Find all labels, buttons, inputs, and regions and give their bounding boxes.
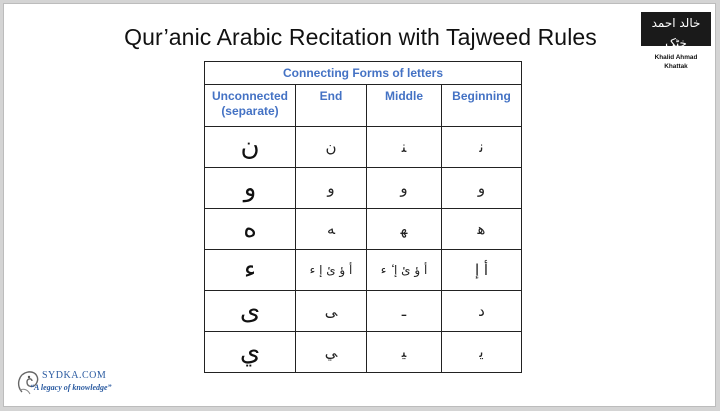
sydka-logo xyxy=(14,366,124,402)
header-end: End xyxy=(296,85,367,127)
cell-middle: ـ xyxy=(367,291,442,332)
cell-separate: ي xyxy=(205,332,296,373)
slide-title: Qur’anic Arabic Recitation with Tajweed Rules xyxy=(124,24,597,50)
table-row xyxy=(205,291,522,332)
brand-english-name: Khalid Ahmad Khattak xyxy=(643,53,709,71)
cell-middle: و xyxy=(367,168,442,209)
header-unconnected xyxy=(205,85,296,127)
cell-beginning: ﻳ xyxy=(442,332,522,373)
logo-tagline: “A legacy of knowledge” xyxy=(30,383,112,392)
cell-beginning: و xyxy=(442,168,522,209)
cell-end: ﻰ xyxy=(296,291,367,332)
connecting-forms-table xyxy=(204,61,522,373)
slide xyxy=(3,3,716,407)
header-middle: Middle xyxy=(367,85,442,127)
cell-beginning: ﻫ xyxy=(442,209,522,250)
cell-beginning: ﻧ xyxy=(442,127,522,168)
table-row xyxy=(205,127,522,168)
cell-separate: ن xyxy=(205,127,296,168)
author-brand-logo xyxy=(641,12,711,70)
cell-middle: ﻬ xyxy=(367,209,442,250)
table-row xyxy=(205,168,522,209)
cell-end: ﻪ xyxy=(296,209,367,250)
cell-end: ﻲ xyxy=(296,332,367,373)
header-unconnected-line2: (separate) xyxy=(221,104,279,118)
cell-middle: ﻨ xyxy=(367,127,442,168)
cell-separate: و xyxy=(205,168,296,209)
cell-separate: ه xyxy=(205,209,296,250)
table-caption: Connecting Forms of letters xyxy=(205,62,522,85)
cell-beginning: أ إ xyxy=(442,250,522,291)
table-row xyxy=(205,332,522,373)
cell-end: أ ؤ ئ إ ء xyxy=(296,250,367,291)
cell-middle: أ ؤ ئ إ ٔ ء xyxy=(367,250,442,291)
cell-end: و xyxy=(296,168,367,209)
brand-arabic-name: خالد احمد خٹک xyxy=(651,16,701,50)
cell-beginning: ﺩ xyxy=(442,291,522,332)
table-row xyxy=(205,209,522,250)
cell-separate: ء xyxy=(205,250,296,291)
logo-name: SYDKA.COM xyxy=(42,370,107,381)
table-row xyxy=(205,250,522,291)
cell-separate: ى xyxy=(205,291,296,332)
header-unconnected-line1: Unconnected xyxy=(211,89,288,103)
cell-end: ن xyxy=(296,127,367,168)
cell-middle: ﻴ xyxy=(367,332,442,373)
header-beginning: Beginning xyxy=(442,85,522,127)
